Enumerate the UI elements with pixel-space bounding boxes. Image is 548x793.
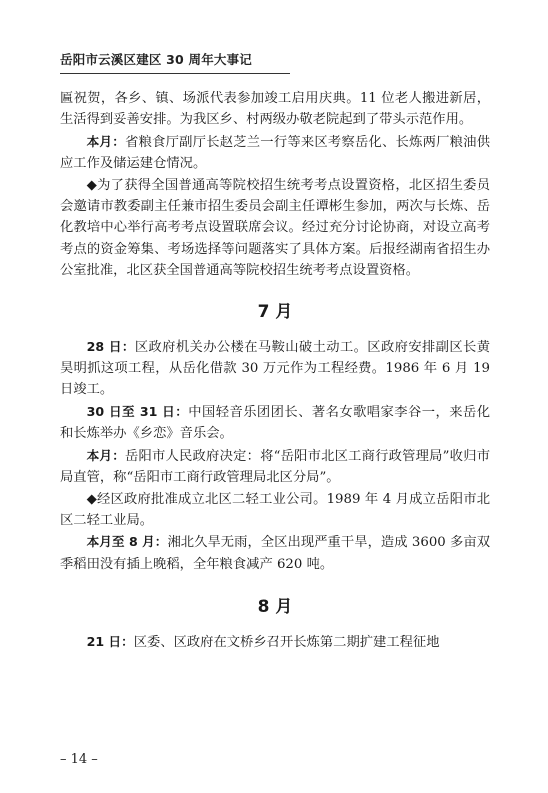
running-header: 岳阳市云溪区建区 30 周年大事记 [60, 52, 252, 67]
month-heading-august: 8 月 [257, 597, 293, 618]
month-heading-july: 7 月 [257, 301, 293, 322]
header-rule [60, 73, 290, 74]
entry-text: 经区政府批准成立北区二轻工业公司。1989 年 4 月成立岳阳市北区二轻工业局。 [60, 491, 490, 528]
entry-august-21 [60, 631, 490, 653]
entry-label: 本月： [86, 133, 126, 149]
entry-label: 30 日至 31 日： [86, 403, 189, 419]
entry-text: 中国轻音乐团团长、著名女歌唱家李谷一，来岳化和长炼举办《乡恋》音乐会。 [60, 404, 490, 442]
diamond-bullet-icon: ◆ [86, 177, 98, 193]
entry-july-second-light-industry [60, 489, 490, 532]
entry-text: 省粮食厅副厅长赵芝兰一行等来区考察岳化、长炼两厂粮油供应工作及储运建仓情况。 [60, 134, 491, 172]
page-body [60, 88, 490, 654]
entry-label: 本月： [86, 447, 126, 463]
entry-label: 本月至 8 月： [86, 534, 168, 550]
diamond-bullet-icon: ◆ [86, 491, 98, 507]
entry-text: 区政府机关办公楼在马鞍山破土动工。区政府安排副区长黄昊明抓这项工程，从岳化借款 30 万元作为工程经费。1986 年 6 月 19 日竣工。 [60, 339, 490, 398]
entry-label: 28 日： [86, 338, 135, 354]
entry-text: 区委、区政府在文桥乡召开长炼第二期扩建工程征地 [133, 635, 440, 651]
entry-july-28 [60, 336, 490, 401]
entry-june-exam-site [60, 175, 490, 282]
entry-text: 湘北久旱无雨，全区出现严重干旱，造成 3600 多亩双季稻田没有插上晚稻，全年粮食减产 620 吨。 [60, 535, 490, 572]
entry-july-30-31 [60, 401, 490, 445]
entry-july-august-drought [60, 531, 490, 575]
paragraph-text: 匾祝贺，各乡、镇、场派代表参加竣工启用庆典。11 位老人搬进新居，生活得到妥善安排。为我区乡、村两级办敬老院起到了带头示范作用。 [60, 91, 490, 128]
entry-july-this-month [60, 445, 490, 489]
page-number: – 14 – [60, 752, 98, 767]
entry-text: 岳阳市人民政府决定：将“岳阳市北区工商行政管理局”收归市局直管，称“岳阳市工商行政管理局北区分局”。 [60, 448, 490, 486]
entry-text: 为了获得全国普通高等院校招生统考考点设置资格，北区招生委员会邀请市教委副主任兼市招生委员会副主任谭彬生参加，两次与长炼、岳化教培中心举行高考考点设置联席会议。经过充分讨论协商，对设立高考考点的资金筹集、考场选择等问题落实了具体方案。后报经湖南省招生办公室批准，北区获全国普通高等院校招生统考考点设置资格。 [60, 177, 491, 279]
paragraph-continuation [60, 88, 490, 131]
entry-june-this-month [60, 131, 490, 175]
entry-label: 21 日： [86, 634, 134, 650]
